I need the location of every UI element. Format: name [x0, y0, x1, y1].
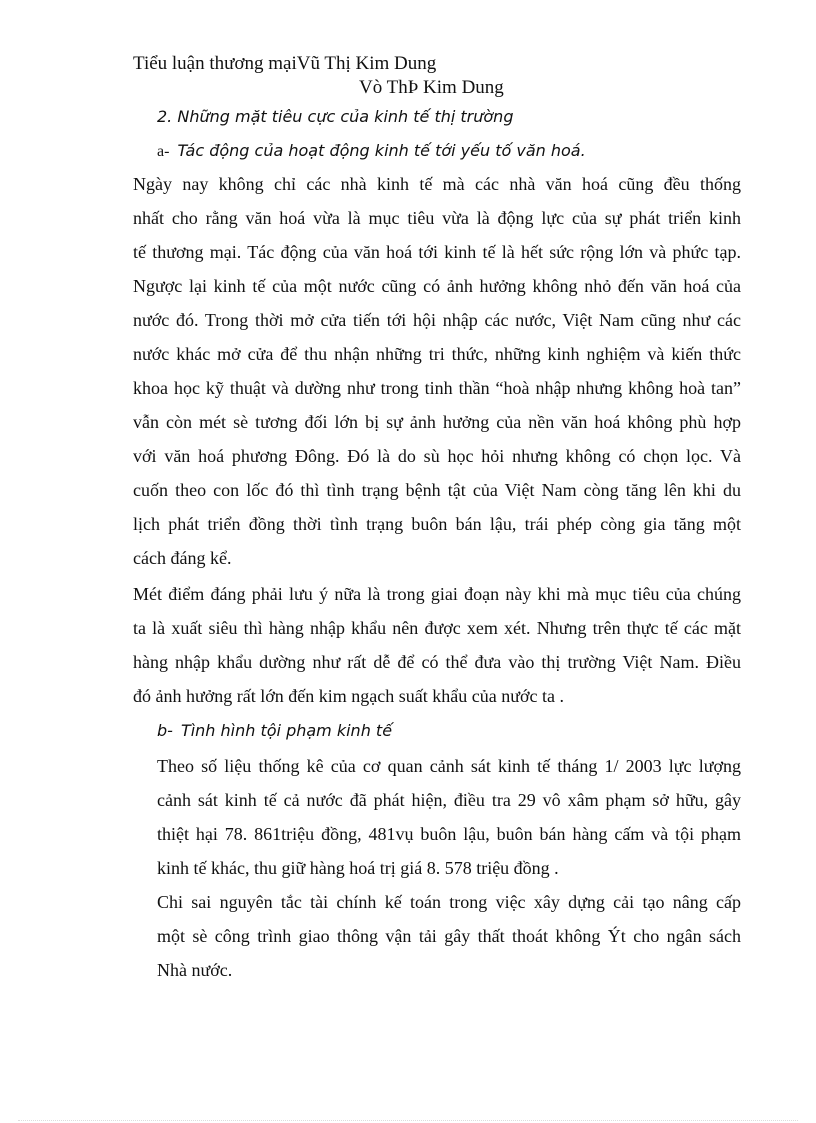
paragraph-line: một sè công trình giao thông vận tải gây thất thoát không Ýt cho ngân sách [157, 926, 741, 946]
paragraph-line: cuốn theo con lốc đó thì tình trạng bệnh tật của Việt Nam còng tăng lên khi du [133, 480, 741, 500]
paragraph-line: Chi sai nguyên tắc tài chính kế toán trong việc xây dựng cải tạo nâng cấp [157, 892, 741, 912]
paragraph-line: với văn hoá phương Đông. Đó là do sù học hỏi nhưng không có chọn lọc. Và [133, 446, 741, 466]
paragraph-line: kinh tế khác, thu giữ hàng hoá trị giá 8. 578 triệu đồng . [157, 858, 559, 878]
paragraph-line: nhất cho rằng văn hoá vừa là mục tiêu vừa là động lực của sự phát triển kinh [133, 208, 741, 228]
paragraph-line: khoa học kỹ thuật và dường như trong tinh thần “hoà nhập nhưng không hoà tan” [133, 378, 741, 398]
section-a-marker: a- [157, 143, 170, 160]
section-2-heading: 2. Những mặt tiêu cực của kinh tế thị trường [157, 107, 514, 126]
paragraph-line: Ngược lại kinh tế của một nước cũng có ảnh hưởng không nhỏ đến văn hoá của [133, 276, 741, 296]
section-b-title: Tình hình tội phạm kinh tế [180, 721, 393, 740]
paragraph-line: hàng nhập khẩu dường như rất dễ để có thể đưa vào thị trường Việt Nam. Điều [133, 652, 741, 672]
paragraph-line: ta là xuất siêu thì hàng nhập khẩu nên được xem xét. Nhưng trên thực tế các mặt [133, 618, 741, 638]
paragraph-line: nước khác mở cửa để thu nhận những tri thức, những kinh nghiệm và kiến thức [133, 344, 741, 364]
paragraph-line: tế thương mại. Tác động của văn hoá tới kinh tế là hết sức rộng lớn và phức tạp. [133, 242, 741, 262]
paragraph-line: cách đáng kể. [133, 548, 232, 568]
paragraph-line: thiệt hại 78. 861triệu đồng, 481vụ buôn lậu, buôn bán hàng cấm và tội phạm [157, 824, 741, 844]
header-line-2: Vò ThÞ Kim Dung [359, 77, 504, 98]
paragraph-line: lịch phát triển đồng thời tình trạng buôn bán lậu, trái phép còng gia tăng một [133, 514, 741, 534]
section-b-heading [157, 720, 392, 743]
header-line-1: Tiểu luận thương mạiVũ Thị Kim Dung [133, 53, 437, 74]
section-a-title: Tác động của hoạt động kinh tế tới yếu tố văn hoá. [177, 141, 586, 160]
paragraph-line: vẫn còn mét sè tương đối lớn bị sự ảnh hưởng của nền văn hoá không phù hợp [133, 412, 741, 432]
paragraph-line: nước đó. Trong thời mở cửa tiến tới hội nhập các nước, Việt Nam cũng như các [133, 310, 741, 330]
paragraph-line: đó ảnh hưởng rất lớn đến kim ngạch suất khẩu của nước ta . [133, 686, 564, 706]
section-b-marker: b- [157, 721, 173, 740]
page-bottom-divider [18, 1120, 798, 1121]
paragraph-line: Nhà nước. [157, 960, 233, 980]
paragraph-line: Mét điểm đáng phải lưu ý nữa là trong giai đoạn này khi mà mục tiêu của chúng [133, 584, 741, 604]
paragraph-line: cảnh sát kinh tế cả nước đã phát hiện, điều tra 29 vô xâm phạm sở hữu, gây [157, 790, 741, 810]
paragraph-line: Ngày nay không chỉ các nhà kinh tế mà các nhà văn hoá cũng đều thống [133, 174, 741, 194]
paragraph-line: Theo số liệu thống kê của cơ quan cảnh sát kinh tế tháng 1/ 2003 lực lượng [157, 756, 741, 776]
section-a-heading [157, 140, 586, 163]
